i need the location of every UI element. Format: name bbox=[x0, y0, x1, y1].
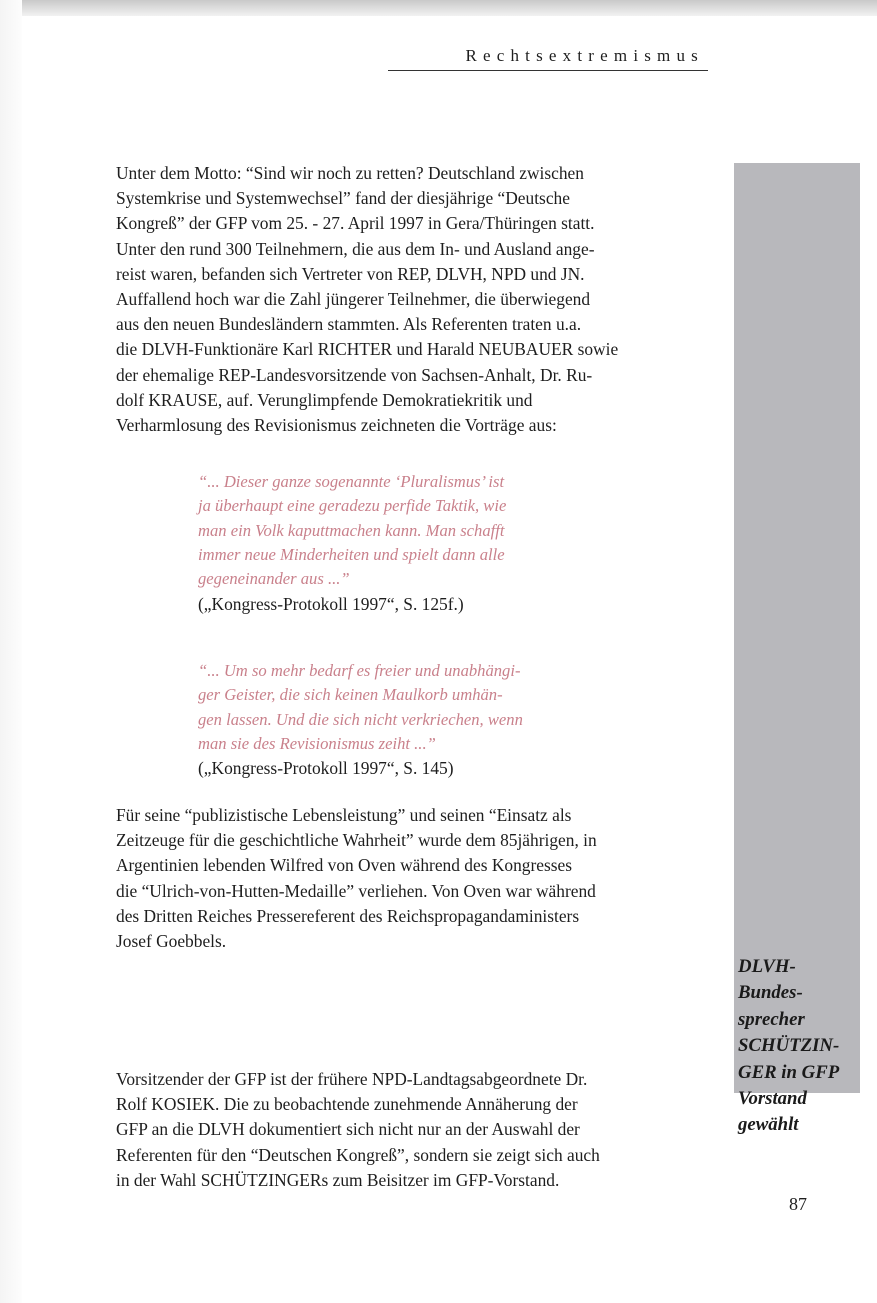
text-line: reist waren, befanden sich Vertreter von REP, DLVH, NPD und JN. bbox=[116, 263, 585, 284]
text-line: Referenten für den “Deutschen Kongreß”, sondern sie zeigt sich auch bbox=[116, 1144, 600, 1165]
paragraph-vorsitzender bbox=[116, 1067, 712, 1193]
quote-line: immer neue Minderheiten und spielt dann alle bbox=[198, 544, 505, 564]
quote-line: “... Um so mehr bedarf es freier und unabhängi- bbox=[198, 661, 521, 680]
text-line: Rolf KOSIEK. Die zu beobachtende zunehmende Annäherung der bbox=[116, 1094, 578, 1115]
quote-citation: („Kongress-Protokoll 1997“, S. 125f.) bbox=[198, 594, 464, 614]
text-line: Kongreß” der GFP vom 25. - 27. April 1997 in Gera/Thüringen statt. bbox=[116, 213, 595, 234]
text-line: Unter den rund 300 Teilnehmern, die aus dem In- und Ausland ange- bbox=[116, 238, 595, 259]
text-line: in der Wahl SCHÜTZINGERs zum Beisitzer im GFP-Vorstand. bbox=[116, 1169, 560, 1190]
quote-line: man ein Volk kaputtmachen kann. Man schafft bbox=[198, 520, 505, 540]
text-line: der ehemalige REP-Landesvorsitzende von Sachsen-Anhalt, Dr. Ru- bbox=[116, 364, 593, 385]
text-line: dolf KRAUSE, auf. Verunglimpfende Demokratiekritik und bbox=[116, 389, 533, 410]
text-line: Auffallend hoch war die Zahl jüngerer Teilnehmer, die überwiegend bbox=[116, 289, 591, 310]
margin-note-line: gewählt bbox=[738, 1114, 799, 1136]
margin-note-line: SCHÜTZIN- bbox=[738, 1035, 840, 1057]
margin-note bbox=[738, 954, 877, 1139]
text-line: Zeitzeuge für die geschichtliche Wahrheit” wurde dem 85jährigen, in bbox=[116, 830, 597, 851]
text-line: die “Ulrich-von-Hutten-Medaille” verliehen. Von Oven war während bbox=[116, 880, 596, 901]
text-line: aus den neuen Bundesländern stammten. Als Referenten traten u.a. bbox=[116, 314, 582, 335]
quote-line: ja überhaupt eine geradezu perfide Taktik, wie bbox=[198, 496, 507, 516]
text-line: Argentinien lebenden Wilfred von Oven während des Kongresses bbox=[116, 855, 573, 876]
quote-line: ger Geister, die sich keinen Maulkorb umhän- bbox=[198, 685, 503, 705]
header-title: Rechtsextremismus bbox=[465, 46, 704, 65]
margin-note-line: Bundes- bbox=[738, 982, 803, 1004]
text-line: die DLVH-Funktionäre Karl RICHTER und Harald NEUBAUER sowie bbox=[116, 339, 619, 360]
quote-pluralismus bbox=[198, 470, 638, 591]
paragraph-motto bbox=[116, 161, 712, 438]
margin-note-line: Vorstand bbox=[738, 1088, 807, 1110]
quote-citation: („Kongress-Protokoll 1997“, S. 145) bbox=[198, 758, 454, 778]
quote-line: “... Dieser ganze sogenannte ‘Pluralismus’ ist bbox=[198, 472, 505, 491]
quote-revisionismus bbox=[198, 659, 638, 756]
quote-line: gen lassen. Und die sich nicht verkriechen, wenn bbox=[198, 709, 523, 729]
text-line: Josef Goebbels. bbox=[116, 931, 227, 952]
text-line: Vorsitzender der GFP ist der frühere NPD-Landtagsabgeordnete Dr. bbox=[116, 1069, 588, 1089]
text-line: Für seine “publizistische Lebensleistung” und seinen “Einsatz als bbox=[116, 805, 572, 825]
scan-top-edge bbox=[22, 0, 877, 16]
quote-line: man sie des Revisionismus zeiht ...” bbox=[198, 733, 436, 753]
page-number: 87 bbox=[789, 1194, 807, 1214]
text-line: Unter dem Motto: “Sind wir noch zu retten? Deutschland zwischen bbox=[116, 163, 584, 183]
paragraph-medaille bbox=[116, 803, 712, 954]
text-line: GFP an die DLVH dokumentiert sich nicht nur an der Auswahl der bbox=[116, 1119, 580, 1140]
margin-note-line: GER in GFP bbox=[738, 1061, 840, 1083]
text-line: des Dritten Reiches Pressereferent des Reichspropagandaministers bbox=[116, 905, 580, 926]
text-line: Verharmlosung des Revisionismus zeichneten die Vorträge aus: bbox=[116, 415, 557, 436]
scan-left-edge bbox=[0, 0, 22, 1303]
running-header bbox=[388, 42, 708, 71]
text-line: Systemkrise und Systemwechsel” fand der diesjährige “Deutsche bbox=[116, 188, 570, 209]
margin-note-line: sprecher bbox=[738, 1008, 805, 1030]
quote-line: gegeneinander aus ...” bbox=[198, 569, 350, 589]
margin-note-line: DLVH- bbox=[738, 956, 796, 977]
